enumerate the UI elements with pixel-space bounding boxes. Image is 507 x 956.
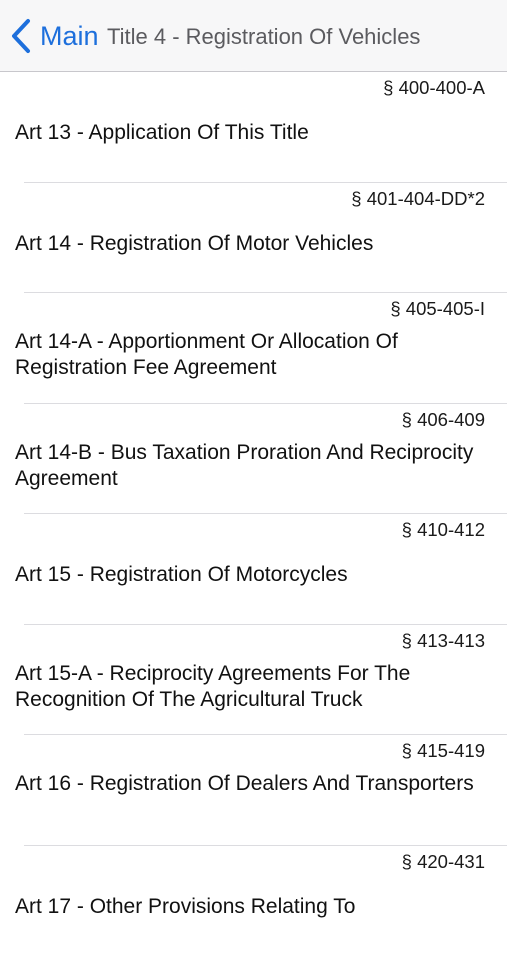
- article-row[interactable]: [0, 183, 507, 294]
- article-row[interactable]: [0, 404, 507, 515]
- article-list: [0, 72, 507, 956]
- section-range-label: § 405-405-I: [390, 297, 485, 321]
- back-button[interactable]: [10, 16, 99, 56]
- section-range-label: § 401-404-DD*2: [351, 187, 485, 211]
- chevron-left-icon: [10, 18, 32, 54]
- article-title: Art 14-B - Bus Taxation Proration And Reciprocity Agreement: [15, 440, 477, 492]
- section-range-label: § 420-431: [402, 850, 485, 874]
- article-title: Art 15 - Registration Of Motorcycles: [15, 562, 477, 588]
- section-range-label: § 415-419: [402, 739, 485, 763]
- article-title: Art 17 - Other Provisions Relating To: [15, 894, 477, 920]
- section-range-label: § 410-412: [402, 518, 485, 542]
- article-row[interactable]: [0, 846, 507, 956]
- article-row[interactable]: [0, 735, 507, 846]
- article-title: Art 14-A - Apportionment Or Allocation Of Registration Fee Agreement: [15, 329, 477, 381]
- navigation-bar: [0, 0, 507, 72]
- page-title: Title 4 - Registration Of Vehicles: [107, 22, 420, 52]
- back-button-label: Main: [40, 16, 99, 56]
- article-row[interactable]: [0, 293, 507, 404]
- article-title: Art 14 - Registration Of Motor Vehicles: [15, 231, 477, 257]
- article-title: Art 15-A - Reciprocity Agreements For The Recognition Of The Agricultural Truck: [15, 661, 477, 713]
- article-title: Art 13 - Application Of This Title: [15, 120, 477, 146]
- section-range-label: § 413-413: [402, 629, 485, 653]
- article-title: Art 16 - Registration Of Dealers And Transporters: [15, 771, 477, 797]
- section-range-label: § 406-409: [402, 408, 485, 432]
- article-row[interactable]: [0, 625, 507, 736]
- article-row[interactable]: [0, 72, 507, 183]
- section-range-label: § 400-400-A: [383, 76, 485, 100]
- article-row[interactable]: [0, 514, 507, 625]
